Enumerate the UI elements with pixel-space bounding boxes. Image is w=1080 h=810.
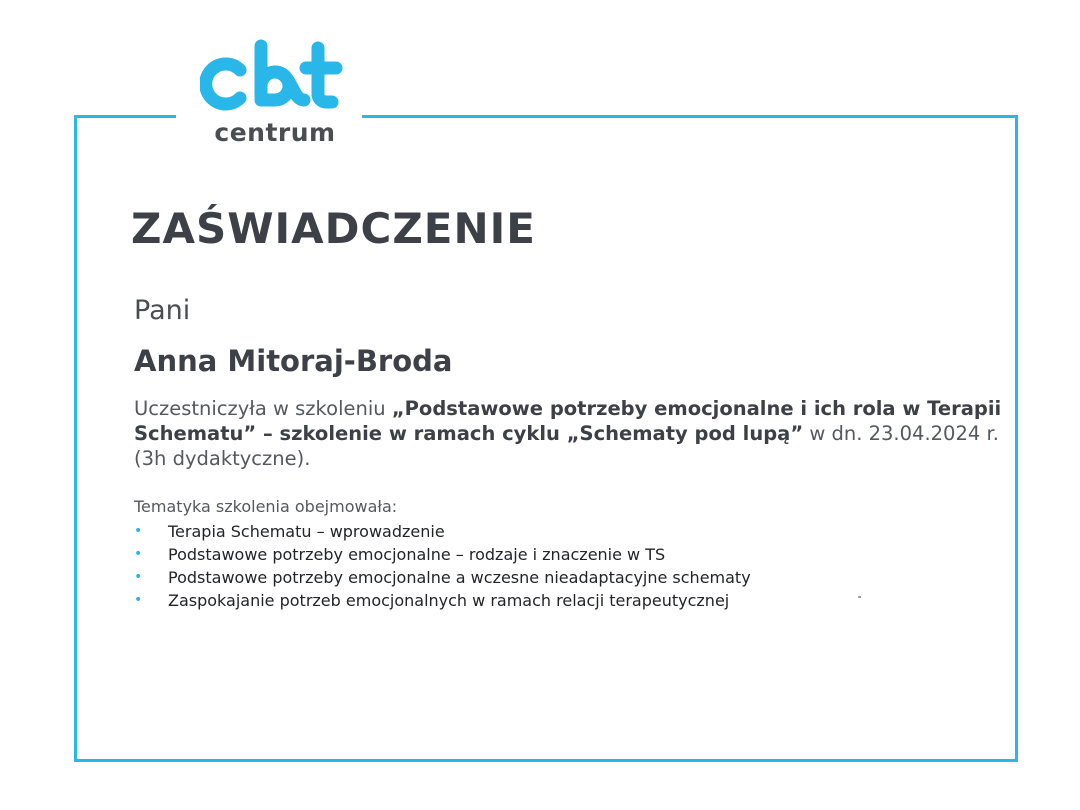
bullet-icon: • — [134, 569, 143, 585]
topics-heading: Tematyka szkolenia obejmowała: — [134, 497, 398, 516]
topics-list — [134, 520, 751, 612]
topic-text: Terapia Schematu – wprowadzenie — [168, 522, 445, 541]
stray-mark — [858, 596, 861, 598]
course-title: „Podstawowe potrzeby emocjonalne i ich rola w Terapii Schematu” – szkolenie w ramach cyklu „Schematy pod lupą” — [134, 397, 1002, 445]
list-item — [134, 589, 751, 612]
list-item — [134, 566, 751, 589]
cbt-logo-icon — [200, 38, 350, 118]
list-item — [134, 520, 751, 543]
bullet-icon: • — [134, 546, 143, 562]
list-item — [134, 543, 751, 566]
cbt-centrum-logo — [200, 38, 350, 150]
topic-text: Podstawowe potrzeby emocjonalne – rodzaje i znaczenie w TS — [168, 545, 666, 564]
logo-wordmark: centrum — [214, 118, 336, 147]
certificate-title: ZAŚWIADCZENIE — [131, 204, 536, 253]
course-date: w dn. 23.04.2024 r. (3h dydaktyczne). — [134, 422, 999, 470]
salutation: Pani — [134, 295, 191, 326]
bullet-icon: • — [134, 523, 143, 539]
recipient-name: Anna Mitoraj-Broda — [134, 344, 453, 378]
topic-text: Zaspokajanie potrzeb emocjonalnych w ramach relacji terapeutycznej — [168, 591, 730, 610]
bullet-icon: • — [134, 592, 143, 608]
course-description — [134, 396, 1014, 471]
topic-text: Podstawowe potrzeby emocjonalne a wczesne nieadaptacyjne schematy — [168, 568, 751, 587]
description-intro: Uczestniczyła w szkoleniu — [134, 397, 392, 420]
